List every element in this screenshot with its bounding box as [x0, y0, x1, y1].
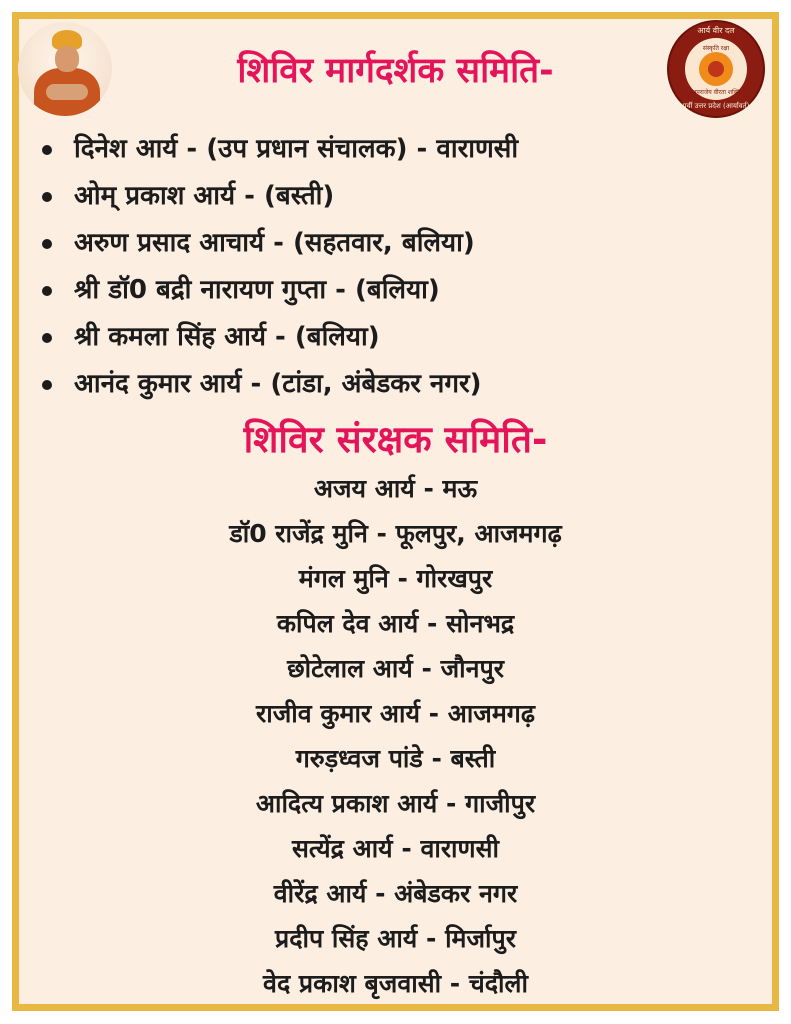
list-item: छोटेलाल आर्य - जौनपुर — [287, 654, 504, 683]
logo-inner-top-text: संस्कृति रक्षा — [702, 45, 730, 52]
member-text: अरुण प्रसाद आचार्य - (सहतवार, बलिया) — [74, 228, 475, 258]
list-item — [36, 220, 518, 267]
bullet-icon — [42, 286, 52, 296]
member-text: ओम् प्रकाश आर्य - (बस्ती) — [74, 181, 335, 211]
list-item: मंगल मुनि - गोरखपुर — [298, 564, 493, 593]
bullet-icon — [42, 145, 52, 155]
logo-ring-top-text: आर्य वीर दल — [697, 26, 735, 35]
member-text: श्री डॉ0 बद्री नारायण गुप्ता - (बलिया) — [74, 275, 440, 305]
list-item: गरुड़ध्वज पांडे - बस्ती — [295, 744, 496, 773]
list-item: वेद प्रकाश बृजवासी - चंदौली — [263, 969, 528, 998]
list-item: कपिल देव आर्य - सोनभद्र — [276, 609, 515, 638]
list-item — [36, 267, 518, 314]
list-item — [36, 126, 518, 173]
member-text: आनंद कुमार आर्य - (टांडा, अंबेडकर नगर) — [74, 369, 482, 399]
protection-committee-title: शिविर संरक्षक समिति- — [243, 418, 548, 461]
member-text: श्री कमला सिंह आर्य - (बलिया) — [74, 322, 380, 352]
list-item: राजीव कुमार आर्य - आजमगढ़ — [256, 699, 535, 728]
bullet-icon — [42, 239, 52, 249]
list-item — [36, 173, 518, 220]
member-text: दिनेश आर्य - (उप प्रधान संचालक) - वाराणसी — [74, 134, 519, 164]
list-item: अजय आर्य - मऊ — [313, 474, 478, 503]
logo-ring-bottom-text: पूर्वी उत्तर प्रदेश (आर्यावर्त) — [682, 102, 750, 110]
list-item: वीरेंद्र आर्य - अंबेडकर नगर — [273, 879, 518, 908]
bullet-icon — [42, 333, 52, 343]
guidance-committee-list — [36, 126, 518, 408]
list-item: प्रदीप सिंह आर्य - मिर्जापुर — [275, 924, 516, 953]
guidance-committee-title: शिविर मार्गदर्शक समिति- — [237, 51, 554, 91]
bullet-icon — [42, 192, 52, 202]
list-item — [36, 314, 518, 361]
logo-inner-bottom-text: अपराजेय वीरता शक्ति — [691, 89, 741, 96]
list-item — [36, 361, 518, 408]
list-item: सत्येंद्र आर्य - वाराणसी — [292, 834, 499, 863]
list-item: डॉ0 राजेंद्र मुनि - फूलपुर, आजमगढ़ — [229, 519, 562, 548]
protection-committee-list — [0, 466, 791, 1006]
bullet-icon — [42, 380, 52, 390]
list-item: आदित्य प्रकाश आर्य - गाजीपुर — [255, 789, 536, 818]
